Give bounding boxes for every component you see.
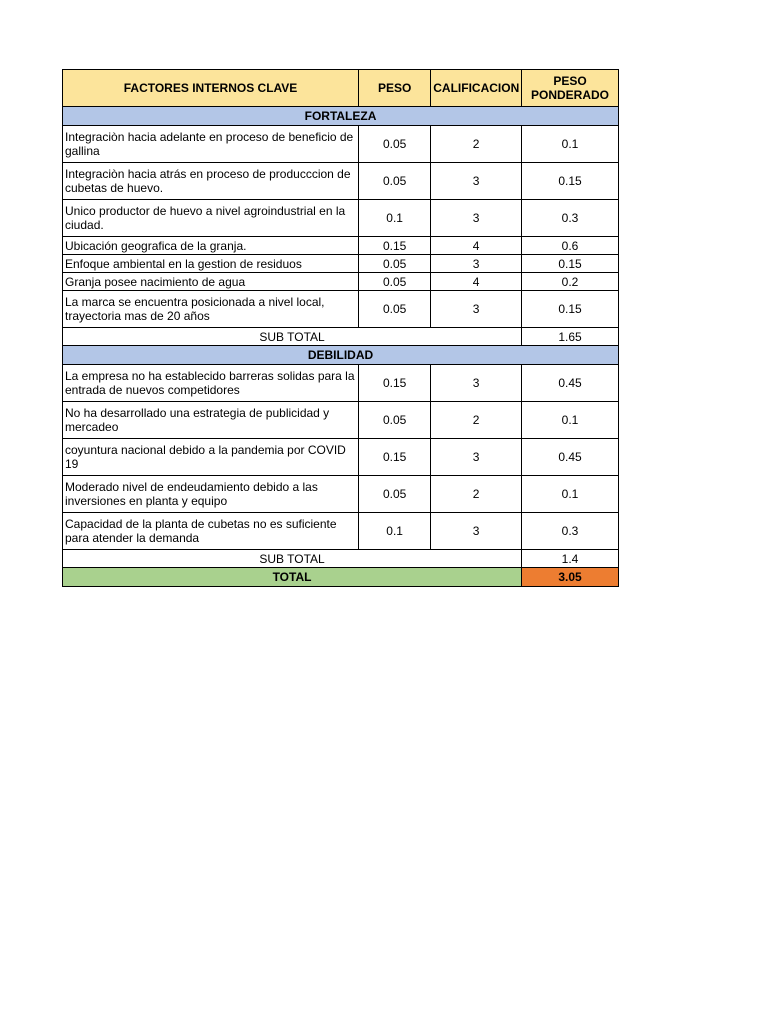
header-peso-ponderado: PESO PONDERADO xyxy=(522,70,619,107)
calificacion-cell: 4 xyxy=(431,237,522,255)
calificacion-cell: 3 xyxy=(431,200,522,237)
subtotal-value: 1.4 xyxy=(522,550,619,568)
calificacion-cell: 2 xyxy=(431,126,522,163)
section-debilidad: DEBILIDAD xyxy=(63,346,619,365)
subtotal-row-debilidad xyxy=(63,550,619,568)
table-row xyxy=(63,476,619,513)
table-row xyxy=(63,365,619,402)
ponderado-cell: 0.1 xyxy=(522,126,619,163)
factor-cell: La empresa no ha establecido barreras solidas para la entrada de nuevos competidores xyxy=(63,365,359,402)
calificacion-cell: 3 xyxy=(431,513,522,550)
peso-cell: 0.05 xyxy=(359,291,431,328)
section-fortaleza: FORTALEZA xyxy=(63,107,619,126)
peso-cell: 0.05 xyxy=(359,273,431,291)
table-row xyxy=(63,126,619,163)
ponderado-cell: 0.3 xyxy=(522,200,619,237)
table-row xyxy=(63,237,619,255)
header-factor: FACTORES INTERNOS CLAVE xyxy=(63,70,359,107)
table-row xyxy=(63,402,619,439)
table-row xyxy=(63,255,619,273)
total-label: TOTAL xyxy=(63,568,522,587)
ponderado-cell: 0.45 xyxy=(522,439,619,476)
ponderado-cell: 0.2 xyxy=(522,273,619,291)
factor-cell: Enfoque ambiental en la gestion de residuos xyxy=(63,255,359,273)
header-peso: PESO xyxy=(359,70,431,107)
peso-cell: 0.1 xyxy=(359,200,431,237)
efi-matrix-table xyxy=(62,69,619,587)
table-row xyxy=(63,291,619,328)
calificacion-cell: 4 xyxy=(431,273,522,291)
peso-cell: 0.05 xyxy=(359,476,431,513)
ponderado-cell: 0.1 xyxy=(522,476,619,513)
calificacion-cell: 3 xyxy=(431,365,522,402)
ponderado-cell: 0.15 xyxy=(522,291,619,328)
factor-cell: Ubicación geografica de la granja. xyxy=(63,237,359,255)
calificacion-cell: 2 xyxy=(431,402,522,439)
total-value: 3.05 xyxy=(522,568,619,587)
subtotal-row-fortaleza xyxy=(63,328,619,346)
table-row xyxy=(63,273,619,291)
ponderado-cell: 0.3 xyxy=(522,513,619,550)
section-row-fortaleza xyxy=(63,107,619,126)
subtotal-value: 1.65 xyxy=(522,328,619,346)
factor-cell: Capacidad de la planta de cubetas no es suficiente para atender la demanda xyxy=(63,513,359,550)
table-row xyxy=(63,513,619,550)
peso-cell: 0.15 xyxy=(359,439,431,476)
subtotal-label: SUB TOTAL xyxy=(63,550,522,568)
calificacion-cell: 3 xyxy=(431,439,522,476)
table-row xyxy=(63,163,619,200)
factor-cell: No ha desarrollado una estrategia de publicidad y mercadeo xyxy=(63,402,359,439)
factor-cell: Unico productor de huevo a nivel agroindustrial en la ciudad. xyxy=(63,200,359,237)
factor-cell: Moderado nivel de endeudamiento debido a las inversiones en planta y equipo xyxy=(63,476,359,513)
peso-cell: 0.05 xyxy=(359,163,431,200)
total-row xyxy=(63,568,619,587)
subtotal-label: SUB TOTAL xyxy=(63,328,522,346)
ponderado-cell: 0.15 xyxy=(522,255,619,273)
calificacion-cell: 3 xyxy=(431,291,522,328)
factor-cell: Integraciòn hacia atrás en proceso de producccion de cubetas de huevo. xyxy=(63,163,359,200)
peso-cell: 0.05 xyxy=(359,255,431,273)
ponderado-cell: 0.45 xyxy=(522,365,619,402)
peso-cell: 0.05 xyxy=(359,402,431,439)
peso-cell: 0.1 xyxy=(359,513,431,550)
ponderado-cell: 0.6 xyxy=(522,237,619,255)
peso-cell: 0.15 xyxy=(359,237,431,255)
factor-cell: La marca se encuentra posicionada a nivel local, trayectoria mas de 20 años xyxy=(63,291,359,328)
ponderado-cell: 0.1 xyxy=(522,402,619,439)
table-row xyxy=(63,200,619,237)
peso-cell: 0.15 xyxy=(359,365,431,402)
factor-cell: Integraciòn hacia adelante en proceso de beneficio de gallina xyxy=(63,126,359,163)
header-row xyxy=(63,70,619,107)
ponderado-cell: 0.15 xyxy=(522,163,619,200)
peso-cell: 0.05 xyxy=(359,126,431,163)
calificacion-cell: 3 xyxy=(431,163,522,200)
factor-cell: coyuntura nacional debido a la pandemia por COVID 19 xyxy=(63,439,359,476)
table-row xyxy=(63,439,619,476)
header-calificacion: CALIFICACION xyxy=(431,70,522,107)
calificacion-cell: 2 xyxy=(431,476,522,513)
factor-cell: Granja posee nacimiento de agua xyxy=(63,273,359,291)
calificacion-cell: 3 xyxy=(431,255,522,273)
section-row-debilidad xyxy=(63,346,619,365)
